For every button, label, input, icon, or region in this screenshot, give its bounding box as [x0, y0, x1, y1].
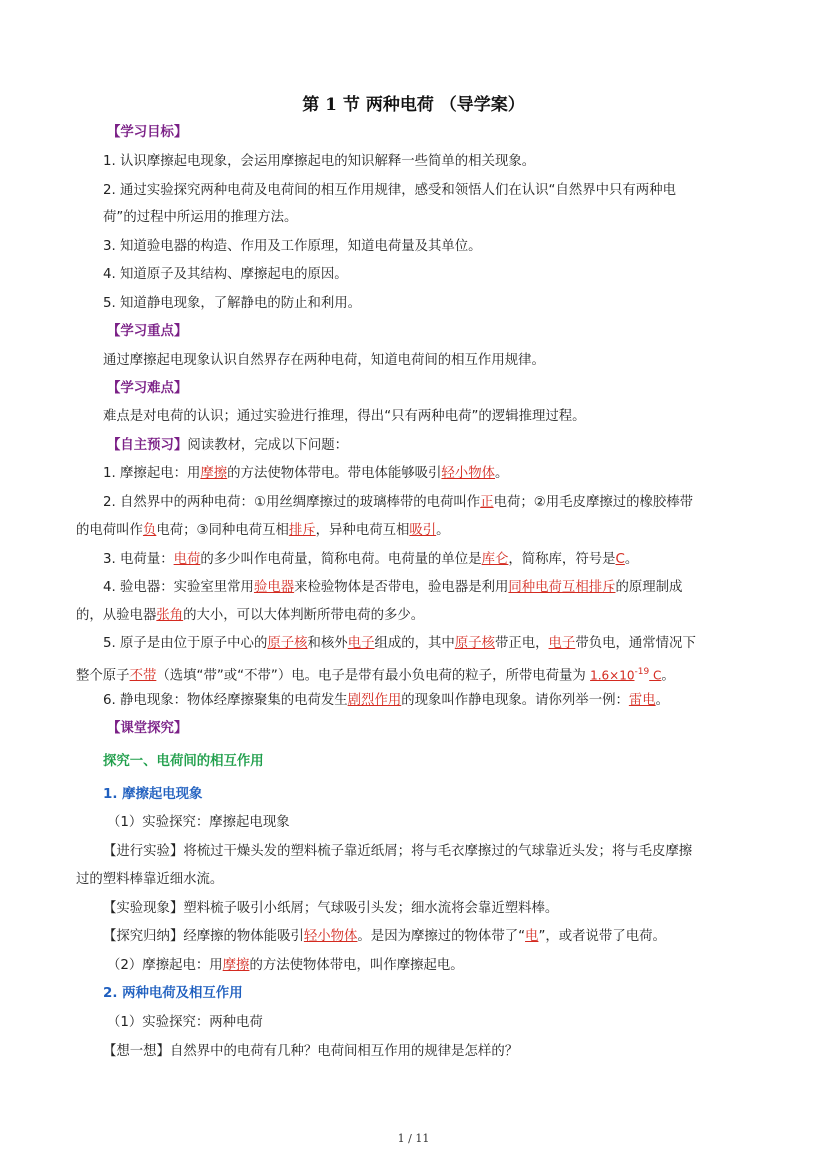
explore-heading: 【课堂探究】 — [107, 721, 188, 736]
explore-s1-1: （1）实验探究：摩擦起电现象 — [107, 815, 290, 830]
preview-q6: 6. 静电现象：物体经摩擦聚集的电荷发生剧烈作用的现象叫作静电现象。请你列举一例：雷电。 — [103, 693, 670, 708]
preview-q2: 2. 自然界中的两种电荷：①用丝绸摩擦过的玻璃棒带的电荷叫作正电荷；②用毛皮摩擦过的橡胶棒带 — [103, 495, 694, 510]
preview-q3: 3. 电荷量：电荷的多少叫作电荷量，简称电荷。电荷量的单位是库仑，简称库，符号是C。 — [103, 552, 639, 567]
explore-s2-1: （1）实验探究：两种电荷 — [107, 1015, 263, 1030]
preview-q2-cont: 的电荷叫作负电荷；③同种电荷互相排斥，异种电荷互相吸引。 — [76, 523, 450, 538]
explore-think: 【想一想】自然界中的电荷有几种？电荷间相互作用的规律是怎样的？ — [103, 1044, 519, 1059]
preview-heading: 【自主预习】阅读教材，完成以下问题： — [107, 438, 349, 453]
explore-exp-a: 【进行实验】将梳过干燥头发的塑料梳子靠近纸屑；将与毛衣摩擦过的气球靠近头发；将与毛皮摩擦 — [103, 844, 693, 859]
preview-q5: 5. 原子是由位于原子中心的原子核和核外电子组成的，其中原子核带正电，电子带负电，通常情况下 — [103, 636, 696, 651]
explore-exp-b: 过的塑料棒靠近细水流。 — [76, 872, 224, 887]
preview-q4-cont: 的，从验电器张角的大小，可以大体判断所带电荷的多少。 — [76, 608, 425, 623]
preview-q5-cont: 整个原子不带（选填“带”或“不带”）电。电子是带有最小负电荷的粒子，所带电荷量为 1.6×10$^{-19}$ C。 — [76, 667, 675, 684]
goal-item-2: 2. 通过实验探究两种电荷及电荷间的相互作用规律，感受和领悟人们在认识“自然界中只有两种电 — [103, 183, 676, 198]
preview-q4: 4. 验电器：实验室里常用验电器来检验物体是否带电，验电器是利用同种电荷互相排斥的原理制成 — [103, 580, 683, 595]
preview-q1: 1. 摩擦起电：用摩擦的方法使物体带电。带电体能够吸引轻小物体。 — [103, 466, 509, 481]
goal-item-4: 4. 知道原子及其结构、摩擦起电的原因。 — [103, 267, 348, 282]
goals-heading: 【学习目标】 — [107, 125, 188, 140]
key-heading: 【学习重点】 — [107, 324, 188, 339]
goal-item-3: 3. 知道验电器的构造、作用及工作原理，知道电荷量及其单位。 — [103, 239, 482, 254]
page-title: 第 1 节 两种电荷 （导学案） — [302, 95, 525, 115]
difficulty-heading: 【学习难点】 — [107, 381, 188, 396]
key-text: 通过摩擦起电现象认识自然界存在两种电荷，知道电荷间的相互作用规律。 — [103, 353, 545, 368]
explore-phenomenon: 【实验现象】塑料梳子吸引小纸屑；气球吸引头发；细水流将会靠近塑料棒。 — [103, 901, 559, 916]
explore-s1-2: （2）摩擦起电：用摩擦的方法使物体带电，叫作摩擦起电。 — [107, 958, 464, 973]
explore-sub2: 2. 两种电荷及相互作用 — [103, 986, 243, 1001]
goal-item-1: 1. 认识摩擦起电现象，会运用摩擦起电的知识解释一些简单的相关现象。 — [103, 154, 536, 169]
difficulty-text: 难点是对电荷的认识；通过实验进行推理，得出“只有两种电荷”的逻辑推理过程。 — [103, 409, 586, 424]
page-number: 1 / 11 — [397, 1132, 430, 1145]
goal-item-5: 5. 知道静电现象，了解静电的防止和利用。 — [103, 296, 362, 311]
goal-item-2-cont: 荷”的过程中所运用的推理方法。 — [103, 210, 298, 225]
explore-sub1: 1. 摩擦起电现象 — [103, 787, 203, 802]
explore-part1: 探究一、电荷间的相互作用 — [103, 754, 264, 769]
explore-conclusion: 【探究归纳】经摩擦的物体能吸引轻小物体。是因为摩擦过的物体带了“电”，或者说带了电荷。 — [103, 929, 666, 944]
